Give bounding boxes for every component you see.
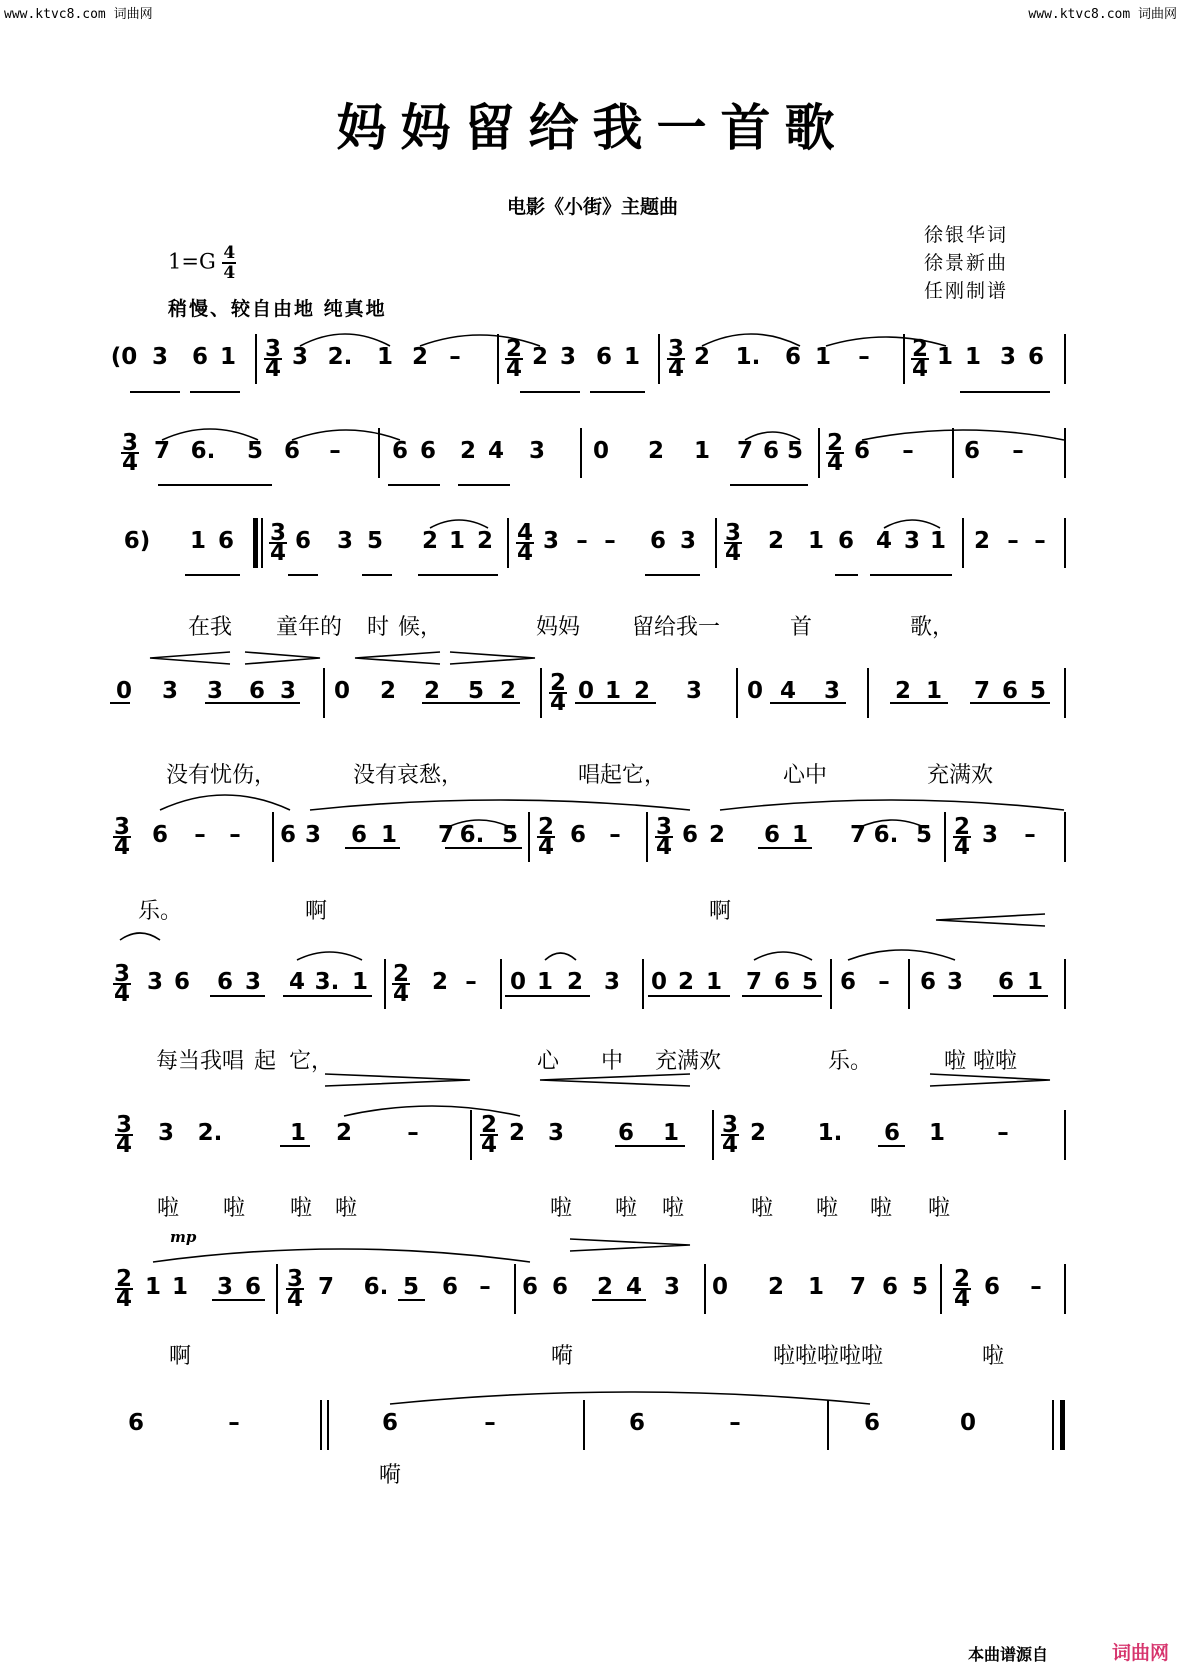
note: – — [729, 1410, 741, 1436]
time-signature-change: 2 4 — [953, 1266, 971, 1312]
notation-mark — [858, 820, 926, 828]
note: (0 — [110, 344, 138, 370]
notation-mark — [540, 1074, 690, 1086]
note: 6 — [863, 1410, 881, 1436]
lyric-line5: 啦 — [750, 1196, 774, 1221]
note: 6 — [1027, 344, 1045, 370]
time-signature-change: 2 4 — [537, 814, 555, 860]
note: 6) — [123, 528, 151, 554]
note: 3 — [559, 344, 577, 370]
note: 5 — [402, 1274, 420, 1300]
note: 2 — [421, 528, 439, 554]
note: 2 — [894, 678, 912, 704]
note: 4 — [487, 438, 505, 464]
time-signature-change: 3 4 — [724, 520, 742, 566]
note: 3 — [161, 678, 179, 704]
lyric-line5: 啦 — [549, 1196, 573, 1221]
note: 6. — [363, 1274, 389, 1300]
note: 6 — [881, 1274, 899, 1300]
watermark-left[interactable]: www.ktvc8.com 词曲网 — [4, 7, 153, 22]
note: – — [194, 822, 206, 848]
note: 5 — [1029, 678, 1047, 704]
note: 0 — [959, 1410, 977, 1436]
notation-mark — [153, 1249, 530, 1262]
note: 7 — [745, 969, 763, 995]
note: 2 — [476, 528, 494, 554]
time-signature-change: 3 4 — [115, 1112, 133, 1158]
notation-mark — [325, 1074, 470, 1086]
note: – — [858, 344, 870, 370]
notation-mark — [545, 953, 576, 960]
note: 2. — [327, 344, 353, 370]
lyric-line4: 起 — [253, 1049, 277, 1074]
note: 3 — [157, 1120, 175, 1146]
note: 0 — [509, 969, 527, 995]
note: 1 — [189, 528, 207, 554]
note: – — [997, 1120, 1009, 1146]
note: 6 — [294, 528, 312, 554]
notation-mark — [355, 652, 440, 664]
note: 6 — [837, 528, 855, 554]
note: 3 — [547, 1120, 565, 1146]
notation-mark — [862, 430, 1064, 440]
note: 4 — [288, 969, 306, 995]
note: 3 — [981, 822, 999, 848]
notation-mark — [430, 520, 488, 528]
lyric-line5: 啦 — [222, 1196, 246, 1221]
note: 3 — [685, 678, 703, 704]
note: – — [878, 969, 890, 995]
lyric-line4: 心 — [536, 1049, 560, 1074]
note: 1 — [171, 1274, 189, 1300]
note: 3 — [946, 969, 964, 995]
notation-mark — [884, 520, 940, 528]
time-signature-change: 2 4 — [549, 670, 567, 716]
notation-mark — [245, 652, 320, 664]
note: 4 — [625, 1274, 643, 1300]
note: 1 — [604, 678, 622, 704]
note: 2. — [197, 1120, 223, 1146]
time-signature-change: 3 4 — [655, 814, 673, 860]
note: 7 — [973, 678, 991, 704]
note: 6 — [595, 344, 613, 370]
note: 2 — [708, 822, 726, 848]
notation-mark — [300, 334, 390, 346]
lyric-line2: 没有哀愁， — [352, 763, 464, 788]
note: 1 — [964, 344, 982, 370]
note: 6 — [191, 344, 209, 370]
note: – — [484, 1410, 496, 1436]
note: – — [604, 528, 616, 554]
lyric-line5: 啦 — [289, 1196, 313, 1221]
note: 6 — [248, 678, 266, 704]
note: – — [1012, 438, 1024, 464]
lyric-line3: 啊 — [304, 899, 328, 924]
note: 6 — [551, 1274, 569, 1300]
lyric-line6: 啦啦啦啦啦 — [772, 1344, 884, 1369]
tempo-marking: 稍慢、较自由地 纯真地 — [168, 298, 387, 320]
composer-credit: 徐景新曲 — [924, 252, 1009, 274]
note: 6 — [391, 438, 409, 464]
note: 3 — [679, 528, 697, 554]
note: 1 — [380, 822, 398, 848]
note: 6 — [279, 822, 297, 848]
note: – — [228, 1410, 240, 1436]
song-title: 妈妈留给我一首歌 — [336, 98, 849, 157]
time-signature-change: 2 4 — [115, 1266, 133, 1312]
time-signature-change: 2 4 — [480, 1112, 498, 1158]
note: 2 — [459, 438, 477, 464]
note: 3 — [206, 678, 224, 704]
note: 3 — [603, 969, 621, 995]
note: – — [1024, 822, 1036, 848]
time-signature-change: 3 4 — [264, 336, 282, 382]
note: 5 — [786, 438, 804, 464]
notation-mark — [390, 1392, 870, 1404]
note: 1 — [1026, 969, 1044, 995]
note: 7 — [849, 822, 867, 848]
lyricist-credit: 徐银华词 — [924, 224, 1009, 246]
note: 2 — [411, 344, 429, 370]
lyric-line5: 啦 — [661, 1196, 685, 1221]
note: 1. — [735, 344, 761, 370]
note: 7 — [153, 438, 171, 464]
lyric-line1: 候， — [397, 615, 443, 640]
note: – — [407, 1120, 419, 1146]
lyric-line4: 每当我唱 — [155, 1049, 245, 1074]
notation-mark — [745, 432, 800, 440]
note: 6 — [763, 822, 781, 848]
note: 6 — [919, 969, 937, 995]
note: 5 — [366, 528, 384, 554]
note: – — [329, 438, 341, 464]
note: 6 — [244, 1274, 262, 1300]
lyric-line5: 啦 — [334, 1196, 358, 1221]
note: 1 — [536, 969, 554, 995]
lyric-line1: 妈妈 — [535, 615, 581, 640]
lyric-line5: 啦 — [614, 1196, 638, 1221]
note: 1 — [351, 969, 369, 995]
note: – — [609, 822, 621, 848]
note: 3 — [151, 344, 169, 370]
time-signature-change: 2 4 — [953, 814, 971, 860]
note: 0 — [650, 969, 668, 995]
note: 2 — [566, 969, 584, 995]
note: – — [465, 969, 477, 995]
note: 1. — [817, 1120, 843, 1146]
note: 1 — [807, 528, 825, 554]
note: – — [479, 1274, 491, 1300]
lyric-line5: 啦 — [869, 1196, 893, 1221]
time-signature-change: 3 4 — [113, 961, 131, 1007]
time-signature-change: 3 4 — [113, 814, 131, 860]
note: 6. — [190, 438, 216, 464]
note: 4 — [779, 678, 797, 704]
note: 6 — [1001, 678, 1019, 704]
lyric-line6: 啦 — [981, 1344, 1005, 1369]
note: – — [229, 822, 241, 848]
dynamic-mp: mp — [170, 1228, 197, 1246]
note: 4 — [875, 528, 893, 554]
notation-mark — [848, 950, 955, 960]
note: 2 — [647, 438, 665, 464]
lyric-line3: 啊 — [708, 899, 732, 924]
note: 6 — [617, 1120, 635, 1146]
footer-source[interactable]: 本曲谱源自 — [968, 1645, 1049, 1664]
note: 6 — [283, 438, 301, 464]
note: 6 — [151, 822, 169, 848]
note: 3 — [542, 528, 560, 554]
note: 3 — [216, 1274, 234, 1300]
note: 3 — [528, 438, 546, 464]
note: – — [902, 438, 914, 464]
lyric-line1: 在我 — [187, 615, 233, 640]
note: 1 — [936, 344, 954, 370]
note: 6 — [853, 438, 871, 464]
note: 3 — [279, 678, 297, 704]
note: 6 — [419, 438, 437, 464]
note: 1 — [448, 528, 466, 554]
lyric-line2: 没有忧伤， — [165, 763, 277, 788]
note: 2 — [677, 969, 695, 995]
note: 0 — [711, 1274, 729, 1300]
key-text: 1=G — [168, 249, 216, 274]
notation-mark — [936, 914, 1045, 926]
note: 6 — [441, 1274, 459, 1300]
note: 5 — [501, 822, 519, 848]
note: 6 — [569, 822, 587, 848]
notation-mark — [826, 337, 946, 346]
note: 6 — [216, 969, 234, 995]
time-signature-bottom: 4 — [223, 263, 236, 283]
note: 0 — [333, 678, 351, 704]
lyric-line4: 它， — [288, 1049, 334, 1074]
note: 0 — [577, 678, 595, 704]
note: 6 — [983, 1274, 1001, 1300]
time-signature-change: 3 4 — [121, 430, 139, 476]
notation-mark — [930, 1074, 1050, 1086]
time-signature-change: 2 4 — [826, 430, 844, 476]
lyric-line4: 啦 — [943, 1049, 967, 1074]
note: 6 — [997, 969, 1015, 995]
note: 0 — [746, 678, 764, 704]
lyric-line6: 嗬 — [550, 1344, 574, 1369]
note: 6 — [784, 344, 802, 370]
time-signature-change: 2 4 — [392, 961, 410, 1007]
note: 6 — [628, 1410, 646, 1436]
time-signature-change: 2 4 — [505, 336, 523, 382]
note: 5 — [246, 438, 264, 464]
lyric-line1: 首 — [789, 615, 813, 640]
note: 6 — [127, 1410, 145, 1436]
note: 2 — [335, 1120, 353, 1146]
note: 2 — [531, 344, 549, 370]
notation-mark — [720, 800, 1064, 810]
time-signature-change: 4 4 — [516, 520, 534, 566]
notation-mark — [120, 933, 160, 940]
note: 1 — [925, 678, 943, 704]
note: 5 — [467, 678, 485, 704]
note: 6 — [883, 1120, 901, 1146]
song-subtitle: 电影《小街》主题曲 — [506, 196, 678, 218]
notation-mark — [570, 1239, 690, 1251]
lyric-line2: 充满欢 — [926, 763, 994, 788]
note: 2 — [973, 528, 991, 554]
note: 6 — [217, 528, 235, 554]
lyric-line4: 乐。 — [827, 1049, 873, 1074]
note: 6. — [873, 822, 899, 848]
notation-mark — [754, 952, 812, 960]
note: 3 — [304, 822, 322, 848]
note: 6 — [773, 969, 791, 995]
note: 2 — [633, 678, 651, 704]
notation-mark — [162, 429, 258, 440]
time-signature-change: 3 4 — [667, 336, 685, 382]
note: 1 — [219, 344, 237, 370]
notation-mark — [450, 652, 535, 664]
lyric-line2: 唱起它， — [577, 763, 667, 788]
note: 6 — [839, 969, 857, 995]
note: 2 — [596, 1274, 614, 1300]
time-signature-change: 2 4 — [911, 336, 929, 382]
lyric-line1: 留给我一 — [631, 615, 721, 640]
notation-mark — [297, 952, 362, 960]
note: 2 — [749, 1120, 767, 1146]
lyric-line1: 时 — [366, 615, 390, 640]
note: 1 — [929, 528, 947, 554]
note: 6 — [649, 528, 667, 554]
lyric-line4: 充满欢 — [654, 1049, 722, 1074]
note: 1 — [693, 438, 711, 464]
note: 6 — [381, 1410, 399, 1436]
lyric-line4: 啦啦 — [972, 1049, 1018, 1074]
note: 0 — [592, 438, 610, 464]
lyric-line2: 心中 — [782, 763, 828, 788]
note: 3 — [999, 344, 1017, 370]
note: 2 — [499, 678, 517, 704]
note: 2 — [767, 528, 785, 554]
note: 1 — [928, 1120, 946, 1146]
lyric-line1: 童年的 — [275, 615, 343, 640]
watermark-right[interactable]: www.ktvc8.com 词曲网 — [1028, 7, 1177, 22]
note: 5 — [915, 822, 933, 848]
note: – — [1030, 1274, 1042, 1300]
note: 1 — [144, 1274, 162, 1300]
note: 6. — [459, 822, 485, 848]
note: 1 — [623, 344, 641, 370]
lyric-line1: 歌， — [909, 615, 955, 640]
note: 6 — [681, 822, 699, 848]
note: 5 — [911, 1274, 929, 1300]
notation-mark — [150, 652, 230, 664]
note: 3 — [903, 528, 921, 554]
note: 6 — [350, 822, 368, 848]
note: 3 — [244, 969, 262, 995]
footer-logo[interactable]: 词曲网 — [1112, 1642, 1170, 1664]
note: – — [1007, 528, 1019, 554]
time-signature-top: 4 — [223, 243, 236, 263]
notation-mark — [344, 1106, 520, 1116]
time-signature-change: 3 4 — [286, 1266, 304, 1312]
note: 0 — [115, 678, 133, 704]
note: 3 — [663, 1274, 681, 1300]
note: 6 — [521, 1274, 539, 1300]
notation-mark — [160, 795, 290, 810]
note: 2 — [431, 969, 449, 995]
lyric-line6: 啊 — [168, 1344, 192, 1369]
note: 1 — [376, 344, 394, 370]
note: 7 — [736, 438, 754, 464]
note: 1 — [807, 1274, 825, 1300]
lyric-line5: 啦 — [815, 1196, 839, 1221]
note: 5 — [801, 969, 819, 995]
note: 3 — [291, 344, 309, 370]
note: 2 — [508, 1120, 526, 1146]
note: 2 — [767, 1274, 785, 1300]
time-signature-change: 3 4 — [721, 1112, 739, 1158]
notation-mark — [310, 800, 690, 810]
note: 3 — [336, 528, 354, 554]
arranger-credit: 任刚制谱 — [924, 280, 1009, 302]
lyric-line4: 中 — [600, 1049, 624, 1074]
note: 1 — [289, 1120, 307, 1146]
note: 1 — [791, 822, 809, 848]
notation-mark — [420, 335, 540, 346]
note: 3. — [314, 969, 340, 995]
note: 6 — [173, 969, 191, 995]
notation-mark — [702, 334, 800, 346]
notation-mark — [292, 430, 400, 440]
notation-mark — [446, 820, 512, 828]
note: 1 — [814, 344, 832, 370]
note: – — [576, 528, 588, 554]
note: 3 — [823, 678, 841, 704]
note: 1 — [662, 1120, 680, 1146]
lyric-line3: 乐。 — [137, 899, 183, 924]
note: – — [449, 344, 461, 370]
time-signature-change: 3 4 — [269, 520, 287, 566]
note: 7 — [849, 1274, 867, 1300]
note: 7 — [317, 1274, 335, 1300]
note: 3 — [146, 969, 164, 995]
note: – — [1034, 528, 1046, 554]
note: 6 — [963, 438, 981, 464]
note: 7 — [437, 822, 455, 848]
note: 2 — [423, 678, 441, 704]
note: 6 — [762, 438, 780, 464]
note: 1 — [705, 969, 723, 995]
lyric-line5: 啦 — [927, 1196, 951, 1221]
note: 2 — [693, 344, 711, 370]
note: 2 — [379, 678, 397, 704]
lyric-line5: 啦 — [156, 1196, 180, 1221]
lyric-line7: 嗬 — [378, 1463, 402, 1488]
